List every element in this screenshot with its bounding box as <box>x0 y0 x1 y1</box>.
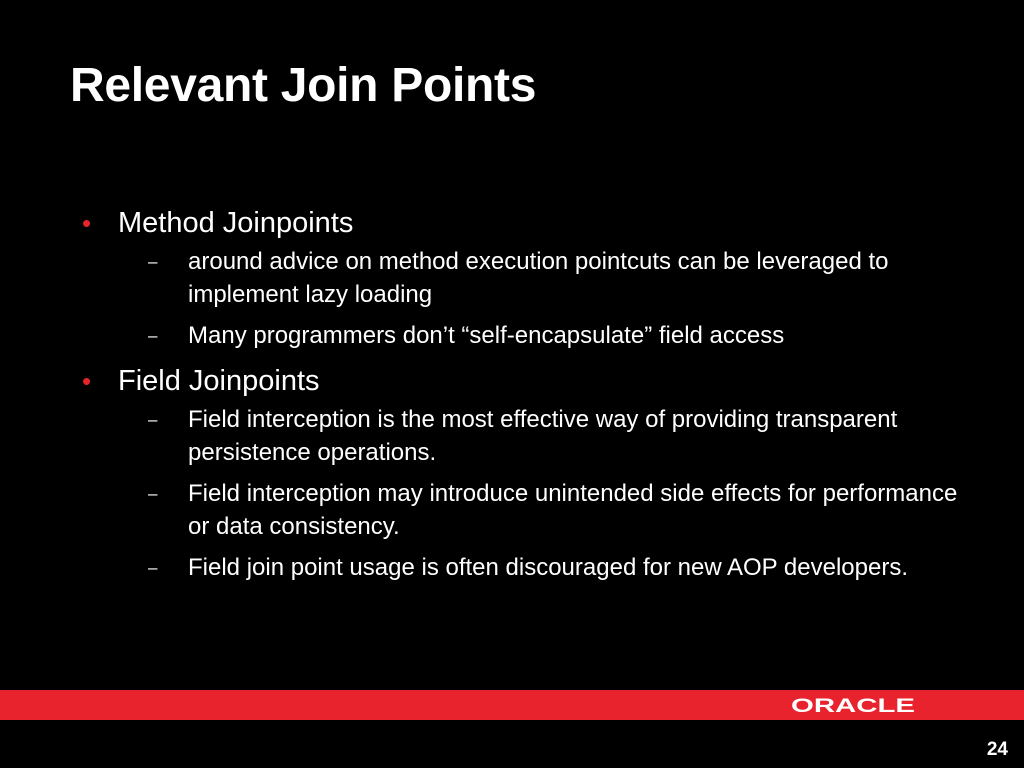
sub-bullet-item <box>80 245 960 311</box>
bullet-text: Method Joinpoints <box>118 207 354 239</box>
dash-icon: – <box>148 410 158 429</box>
sub-bullet-text: Many programmers don’t “self-encapsulate” field access <box>188 322 785 349</box>
oracle-logo-text: ORACLE <box>791 696 915 715</box>
dash-icon: – <box>148 484 158 503</box>
bullet-item <box>80 363 960 399</box>
bullet-item <box>80 205 960 241</box>
sub-bullet-item <box>80 403 960 469</box>
dash-icon: – <box>148 326 158 345</box>
bullet-text: Field Joinpoints <box>118 365 320 397</box>
slide-content <box>80 205 960 592</box>
oracle-logo <box>790 696 916 715</box>
sub-bullet-text: Field join point usage is often discouraged for new AOP developers. <box>188 554 908 581</box>
sub-bullet-item <box>80 319 960 352</box>
dash-icon: – <box>148 252 158 271</box>
bullet-icon: • <box>82 208 92 238</box>
dash-icon: – <box>148 558 158 577</box>
sub-bullet-text: Field interception is the most effective way of providing transparent persistence operations. <box>188 406 898 466</box>
slide-title: Relevant Join Points <box>70 59 537 112</box>
bullet-icon: • <box>82 366 92 396</box>
sub-bullet-item <box>80 477 960 543</box>
sub-bullet-text: Field interception may introduce unintended side effects for performance or data consistency. <box>188 480 958 540</box>
sub-bullet-item <box>80 551 960 584</box>
sub-bullet-text: around advice on method execution pointcuts can be leveraged to implement lazy loading <box>188 248 889 308</box>
page-number: 24 <box>986 739 1008 760</box>
